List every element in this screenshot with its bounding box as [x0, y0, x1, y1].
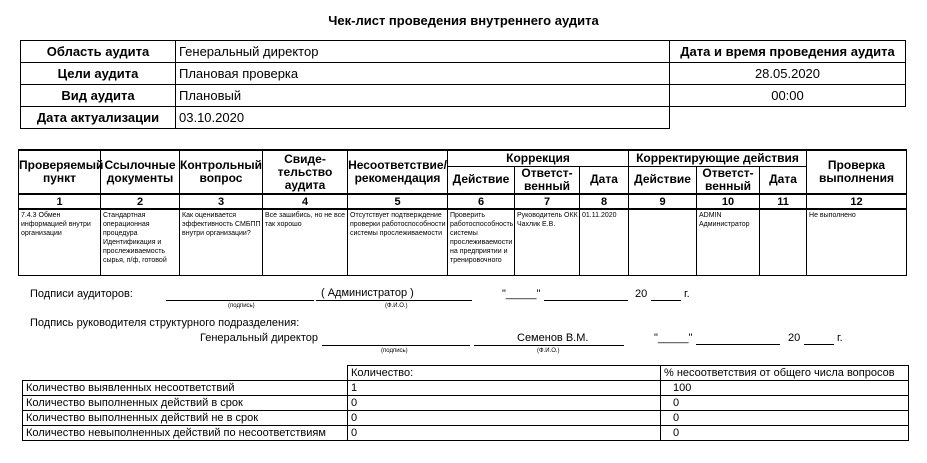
- summary-pct: 0: [661, 426, 909, 441]
- cell-ca-date: [760, 209, 807, 276]
- column-number: 12: [807, 194, 907, 209]
- head-name: Семенов В.М.: [517, 332, 589, 344]
- header-ca-action: Действие: [629, 166, 697, 194]
- date-month-line: [544, 300, 628, 301]
- date-quote: "_____": [502, 288, 541, 300]
- header-correction-date: Дата: [580, 166, 629, 194]
- header-correction-action: Действие: [448, 166, 515, 194]
- column-number: 4: [263, 194, 348, 209]
- cell-ref-docs: Стандартная операционная процедура Идентификация и прослеживаемость сырья, п/ф, готовой: [101, 209, 180, 276]
- empty-cell: [670, 107, 906, 129]
- audit-info-table: [20, 40, 906, 129]
- year-suffix: г.: [684, 288, 690, 300]
- table-row: [23, 426, 909, 441]
- table-row: [23, 381, 909, 396]
- column-number: 10: [697, 194, 760, 209]
- time-value: 00:00: [670, 85, 906, 107]
- head-label: Подпись руководителя структурного подразделения:: [30, 317, 300, 329]
- year-line: [804, 344, 834, 345]
- date-quote: "_____": [654, 332, 693, 344]
- header-evidence: Свиде-тельство аудита: [263, 150, 348, 194]
- cell-verification: Не выполнено: [807, 209, 907, 276]
- summary-pct: 0: [661, 396, 909, 411]
- column-number: 7: [515, 194, 580, 209]
- column-number: 8: [580, 194, 629, 209]
- summary-blank-header: [23, 366, 348, 381]
- goals-label: Цели аудита: [21, 63, 176, 85]
- page-title: Чек-лист проведения внутреннего аудита: [328, 13, 599, 28]
- update-label: Дата актуализации: [21, 107, 176, 129]
- header-correction-responsible: Ответст-венный: [515, 166, 580, 194]
- auditors-label: Подписи аудиторов:: [30, 288, 133, 300]
- year-prefix: 20: [635, 288, 648, 300]
- summary-pct: 0: [661, 411, 909, 426]
- cell-correction-action: Проверить работоспособность системы прослеживаемости на предприятии и тренировочного: [448, 209, 515, 276]
- fio-caption: (Ф.И.О.): [385, 303, 408, 309]
- auditor-name: ( Администратор ): [321, 287, 414, 299]
- sign-caption: (подпись): [228, 303, 255, 309]
- column-number: 11: [760, 194, 807, 209]
- column-number: 1: [19, 194, 101, 209]
- head-sign-line: [322, 345, 470, 346]
- year-prefix: 20: [788, 332, 801, 344]
- summary-qty: 1: [348, 381, 661, 396]
- header-control-question: Контрольный вопрос: [180, 150, 263, 194]
- auditor-fio-line: [316, 300, 472, 301]
- cell-ca-responsible: ADMIN Администратор: [697, 209, 760, 276]
- summary-pct: 100: [661, 381, 909, 396]
- column-number: 6: [448, 194, 515, 209]
- cell-correction-responsible: Руководитель ОКК Чахлик Е.В.: [515, 209, 580, 276]
- header-corrective-actions: Корректирующие действия: [629, 150, 807, 166]
- column-number: 2: [101, 194, 180, 209]
- cell-ca-action: [629, 209, 697, 276]
- goals-value: Плановая проверка: [176, 63, 670, 85]
- summary-label: Количество невыполненных действий по несоответствиям: [23, 426, 348, 441]
- cell-control-question: Как оценивается эффективность СМБПП внутри организации?: [180, 209, 263, 276]
- cell-correction-date: 01.11.2020: [580, 209, 629, 276]
- summary-label: Количество выявленных несоответствий: [23, 381, 348, 396]
- header-ca-date: Дата: [760, 166, 807, 194]
- summary-label: Количество выполненных действий не в срок: [23, 411, 348, 426]
- table-row: [23, 396, 909, 411]
- column-numbers-row: [19, 194, 907, 209]
- summary-percent-header: % несоответствия от общего числа вопросов: [661, 366, 909, 381]
- date-value: 28.05.2020: [670, 63, 906, 85]
- header-checked-item: Проверяемый пункт: [19, 150, 101, 194]
- summary-label: Количество выполненных действий в срок: [23, 396, 348, 411]
- date-month-line: [696, 344, 780, 345]
- type-label: Вид аудита: [21, 85, 176, 107]
- column-number: 9: [629, 194, 697, 209]
- summary-qty: 0: [348, 396, 661, 411]
- datetime-label: Дата и время проведения аудита: [670, 41, 906, 63]
- fio-caption: (Ф.И.О.): [537, 348, 560, 354]
- type-value: Плановый: [176, 85, 670, 107]
- summary-qty: 0: [348, 426, 661, 441]
- header-verification: Проверка выполнения: [807, 150, 907, 194]
- update-value: 03.10.2020: [176, 107, 670, 129]
- year-line: [651, 300, 681, 301]
- header-ca-responsible: Ответст-венный: [697, 166, 760, 194]
- area-value: Генеральный директор: [176, 41, 670, 63]
- summary-qty: 0: [348, 411, 661, 426]
- area-label: Область аудита: [21, 41, 176, 63]
- year-suffix: г.: [837, 332, 843, 344]
- header-nonconformity: Несоответствие/ рекомендация: [348, 150, 448, 194]
- cell-checked-item: 7.4.3 Обмен информацией внутри организации: [19, 209, 101, 276]
- head-fio-line: [474, 345, 624, 346]
- summary-table: [22, 365, 909, 441]
- column-number: 5: [348, 194, 448, 209]
- checklist-table: [18, 149, 907, 276]
- cell-nonconformity: Отсутствует подтверждение проверки работоспособности системы прослеживаемости: [348, 209, 448, 276]
- table-row: [23, 411, 909, 426]
- head-position: Генеральный директор: [200, 332, 318, 344]
- header-correction: Коррекция: [448, 150, 629, 166]
- summary-quantity-header: Количество:: [348, 366, 661, 381]
- cell-evidence: Все зашибись, но не все так хорошо: [263, 209, 348, 276]
- sign-caption: (подпись): [381, 348, 408, 354]
- header-ref-docs: Ссылочные документы: [101, 150, 180, 194]
- column-number: 3: [180, 194, 263, 209]
- auditor-sign-line: [166, 300, 314, 301]
- table-row: [19, 209, 907, 276]
